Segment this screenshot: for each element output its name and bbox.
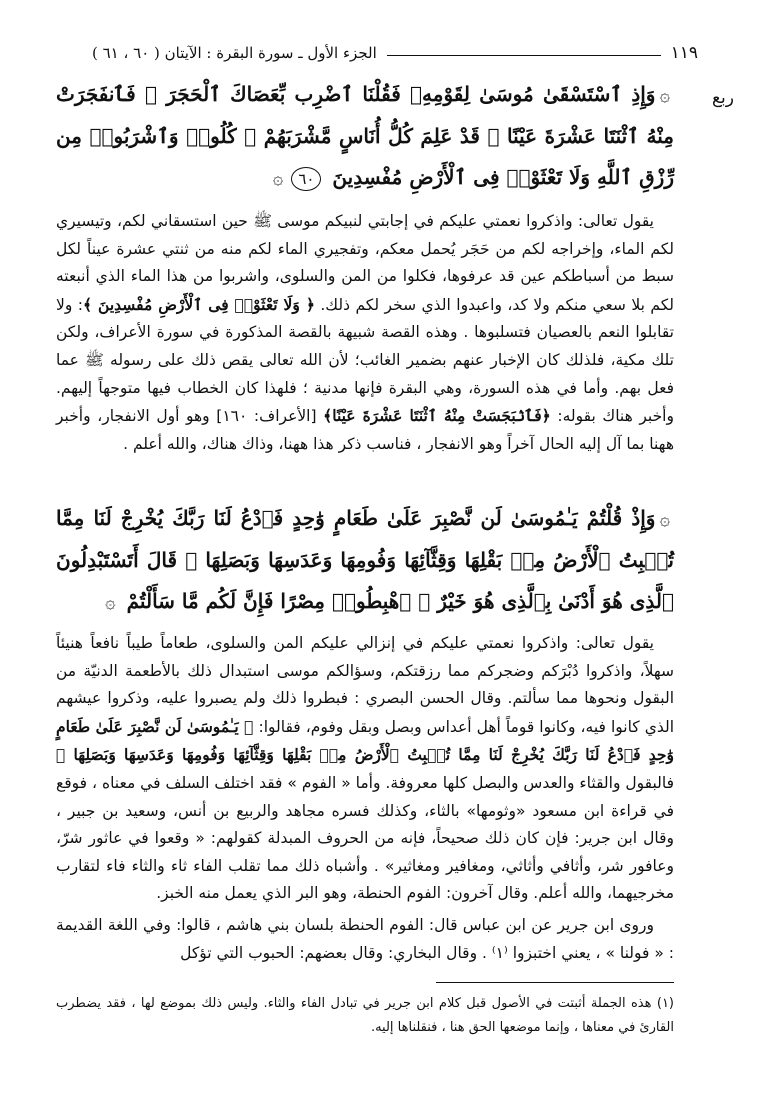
footnote [56,992,674,1040]
running-title: الجزء الأول ـ سورة البقرة : الآيتان ( ٦٠ ، ٦١ ) [92,44,377,62]
margin-label: ربع [712,88,734,108]
inline-quran-quote: ﴿ يَـٰمُوسَىٰ لَن نَّصْبِرَ عَلَىٰ طَعَامٍ وَٰحِدٍ فَٱدْعُ لَنَا رَبَّكَ يُخْرِجْ لَنَا مِمَّا تُنۢبِتُ ٱلْأَرْضُ مِنۢ بَقْلِهَا وَقِثَّآئِهَا وَفُومِهَا وَعَدَسِهَا وَبَصَلِهَا ﴾ [56,716,674,765]
verse-open-ornament: ۞ [659,509,671,530]
commentary-verse-61 [56,630,674,960]
commentary-text: يقول تعالى: واذكروا نعمتي عليكم في إجابتي لنبيكم موسى ﷺ حين استسقاني لكم، وتيسيري لكم الماء، وإخراجه لكم من حَجَر يُحمل معكم، وتفجيري الماء لكم منه من ثنتي عشرة عيناً لكل سبط من أسباطكم عين قد عرفوها، فكلوا من المن والسلوى، واشربوا من هذا الماء الذي أنبعته لكم بلا سعي منكم ولا كد، واعبدوا الذي سخر لكم ذلك. [56,212,674,314]
footnote-text: (١) هذه الجملة أثبتت في الأصول قبل كلام ابن جرير في تبادل الفاء والثاء. وليس ذلك بموضع لها ، فقد يضطرب القارئ في معناها ، وإنما موضعها الحق هنا ، فنقلناها إليه. [56,996,674,1035]
running-header [92,40,698,66]
verse-close-ornament: ۞ [272,168,284,189]
header-rule [387,55,661,56]
ayah-number-marker: ٦٠ [291,167,321,191]
inline-quran-quote: ﴿ وَلَا تَعْثَوْا۟ فِى ٱلْأَرْضِ مُفْسِدِينَ ﴾ [83,294,315,314]
quran-verse-60 [56,74,674,202]
verse-close-ornament: ۞ [105,592,116,613]
commentary-paragraph [56,208,674,458]
commentary-text: وروى ابن جرير عن ابن عباس قال: الفوم الحنطة بلسان بني هاشم ، قالوا: وفي اللغة القديمة : « فولنا » ، يعني اختبزوا ⁽١⁾ . وقال البخاري: وقال بعضهم: الحبوب التي تؤكل [56,916,674,962]
quran-verse-61 [56,498,674,626]
verse-text: وَإِذْ قُلْتُمْ يَـٰمُوسَىٰ لَن نَّصْبِرَ عَلَىٰ طَعَامٍ وَٰحِدٍ فَٱدْعُ لَنَا رَبَّكَ يُخْرِجْ لَنَا مِمَّا تُنۢبِتُ ٱلْأَرْضُ مِنۢ بَقْلِهَا وَقِثَّآئِهَا وَفُومِهَا وَعَدَسِهَا وَبَصَلِهَا ۖ قَالَ أَتَسْتَبْدِلُونَ ٱلَّذِى هُوَ أَدْنَىٰ بِٱلَّذِى هُوَ خَيْرٌ ۚ ٱهْبِطُوا۟ مِصْرًا فَإِنَّ لَكُم مَّا سَأَلْتُمْ [56,506,674,613]
commentary-text: [الأعراف: ١٦٠] وهو أول الانفجار، وأخبر ههنا بما آل إليه الحال آخراً وهو الانفجار ، فناسب ذكر هذا ههنا، وذاك هناك، والله أعلم . [56,407,674,453]
commentary-verse-60 [56,208,674,488]
inline-quran-quote: ﴿فَٱنۢبَجَسَتْ مِنْهُ ٱثْنَتَا عَشْرَةَ عَيْنًا﴾ [323,406,551,426]
commentary-continued [56,912,674,972]
commentary-text: فالبقول والقثاء والعدس والبصل كلها معروفة. وأما « الفوم » فقد اختلف السلف في معناه ، فوقع في قراءة ابن مسعود «وثومها» بالثاء، وكذلك فسره مجاهد والربيع بن أنس، وسعيد بن جبير ، وقال ابن جرير: فإن كان ذلك صحيحاً، فإنه من الحروف المبدلة كقولهم: « وقعوا في عاثور شرّ، وعافور شر، وأثافي وأثاثي، ومغافير ومغاثير» . وأشباه ذلك مما تقلب الفاء ثاء والثاء فاء لتقارب مخرجيهما، والله أعلم. وقال آخرون: الفوم الحنطة، وهو البر الذي يعمل منه الخبز. [56,773,674,903]
footnote-rule [436,982,674,983]
commentary-paragraph [56,630,674,908]
page-number: ١١٩ [670,43,698,63]
commentary-text: يقول تعالى: واذكروا نعمتي عليكم في إنزالي عليكم المن والسلوى، طعاماً طيباً نافعاً هنيئاً سهلاً، واذكروا دُبْرَكم وضجركم مما رزقتكم، وسؤالكم موسى استبدال ذلك بالأطعمة الدنيّة من البقول ونحوها مما سألتم. وقال الحسن البصري : فبطروا ذلك ولم يصبروا عليه، وذكروا عيشهم الذي كانوا فيه، وكانوا قوماً أهل أعداس وبصل وبقل وفوم، فقالوا: [56,634,674,736]
commentary-text: : ولا تقابلوا النعم بالعصيان فتسلبوها . وهذه القصة شبيهة بالقصة المذكورة في سورة الأعراف، ولكن تلك مكية، فلذلك كان الإخبار عنهم بضمير الغائب؛ لأن الله تعالى يقص ذلك على رسوله ﷺ عما فعل بهم. وأما في هذه السورة، وهي البقرة فإنها مدنية ؛ فلهذا كان الخطاب فيها متوجهاً إليهم. وأخبر هناك بقوله: [56,295,674,426]
verse-text: وَإِذِ ٱسْتَسْقَىٰ مُوسَىٰ لِقَوْمِهِۦ فَقُلْنَا ٱضْرِب بِّعَصَاكَ ٱلْحَجَرَ ۖ فَٱنفَجَرَتْ مِنْهُ ٱثْنَتَا عَشْرَةَ عَيْنًا ۖ قَدْ عَلِمَ كُلُّ أُنَاسٍ مَّشْرَبَهُمْ ۖ كُلُوا۟ وَٱشْرَبُوا۟ مِن رِّزْقِ ٱللَّهِ وَلَا تَعْثَوْا۟ فِى ٱلْأَرْضِ مُفْسِدِينَ [56,82,674,189]
verse-open-ornament: ۞ [659,85,670,106]
commentary-paragraph [56,912,674,967]
